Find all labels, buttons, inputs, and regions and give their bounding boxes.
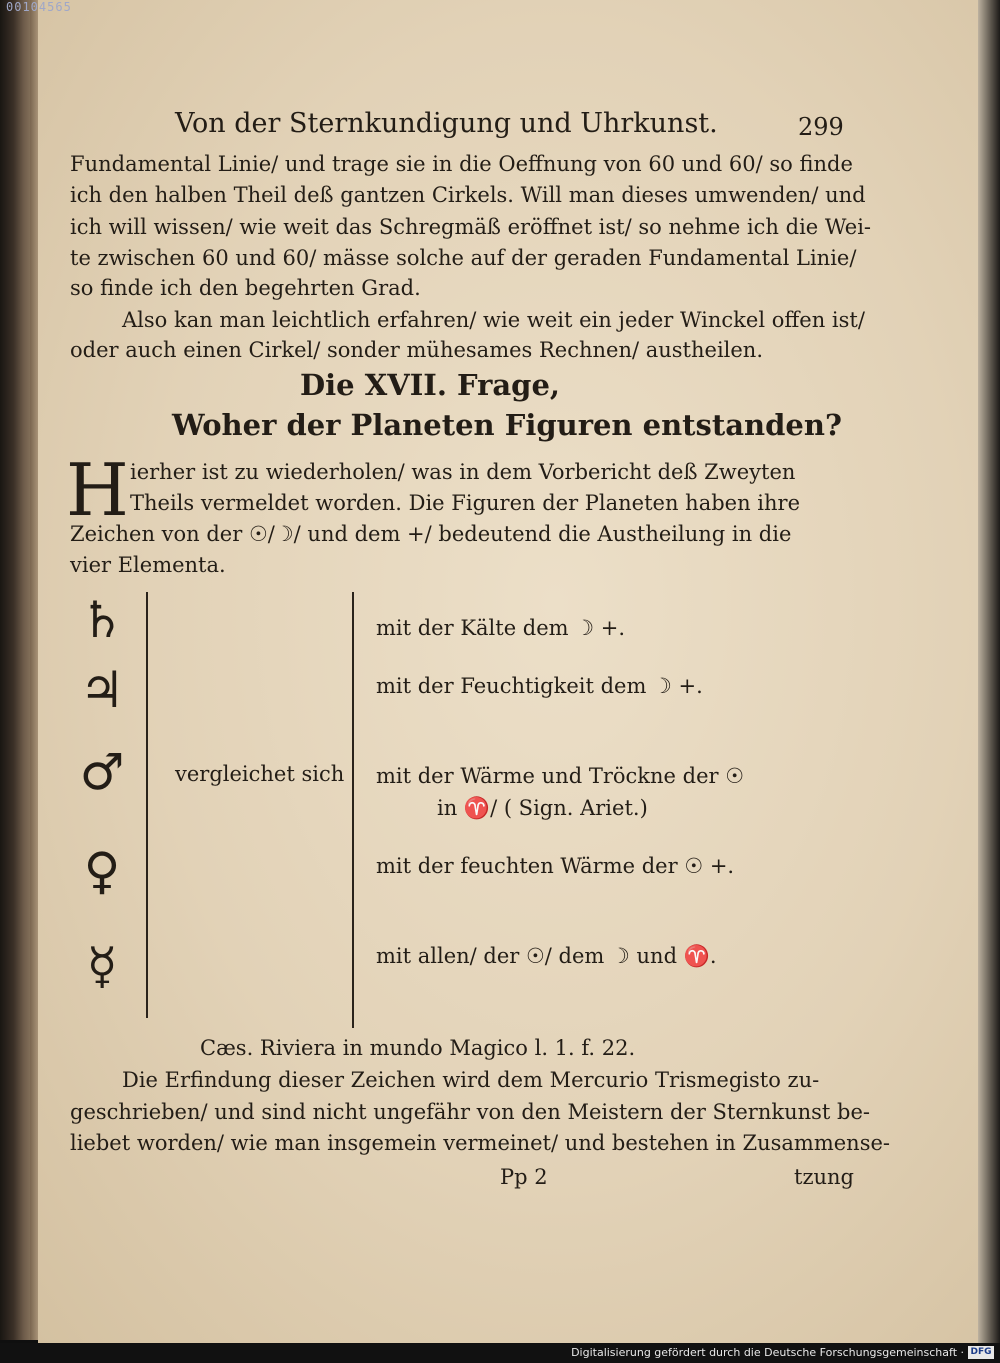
table-item: mit der Feuchtigkeit dem ☽ +. [376,674,703,698]
brace-label: vergleichet sich [175,762,345,786]
table-item: mit der feuchten Wärme der ☉ +. [376,854,735,878]
scan-label: 00104565 [6,0,72,14]
table-item: mit der Wärme und Tröckne der ☉ [376,764,745,788]
text-line: te zwischen 60 und 60/ mässe solche auf der geraden Fundamental Linie/ [70,246,857,270]
saturn-symbol-icon: ♄ [79,591,125,649]
text-line: vier Elementa. [70,553,226,577]
text-line: Also kan man leichtlich erfahren/ wie weit ein jeder Winckel offen ist/ [122,308,865,332]
book-spine [0,0,34,1340]
question-title: Woher der Planeten Figuren entstanden? [172,408,842,442]
mercury-symbol-icon: ☿ [86,937,118,995]
page-edge [978,0,1000,1343]
text-line: ich den halben Theil deß gantzen Cirkels. Will man dieses umwenden/ und [70,183,866,207]
text-line: oder auch einen Cirkel/ sonder mühesames Rechnen/ austheilen. [70,338,764,362]
text-line: Fundamental Linie/ und trage sie in die Oeffnung von 60 und 60/ so finde [70,152,853,176]
page-number: 299 [798,113,844,141]
mars-symbol-icon: ♂ [79,743,125,801]
question-heading: Die XVII. Frage, [300,368,561,402]
right-brace [352,592,362,1028]
venus-symbol-icon: ♀ [83,842,121,900]
catchword: tzung [794,1165,854,1189]
running-title: Von der Sternkundigung und Uhrkunst. [175,108,718,139]
funding-credit: Digitalisierung gefördert durch die Deutsche Forschungsgemeinschaft · [571,1346,964,1359]
text-line: Die Erfindung dieser Zeichen wird dem Mercurio Trismegisto zu- [122,1068,820,1092]
table-item: mit allen/ der ☉/ dem ☽ und ♈. [376,944,717,968]
text-line: ierher ist zu wiederholen/ was in dem Vorbericht deß Zweyten [130,460,796,484]
table-item: mit der Kälte dem ☽ +. [376,616,626,640]
text-line: ich will wissen/ wie weit das Schregmäß eröffnet ist/ so nehme ich die Wei- [70,215,872,239]
footer-bar [0,1343,1000,1363]
text-line: liebet worden/ wie man insgemein vermeinet/ und bestehen in Zusammense- [70,1131,890,1155]
dfg-logo: DFG [968,1346,994,1359]
text-line: Theils vermeldet worden. Die Figuren der Planeten haben ihre [130,491,800,515]
text-line: Zeichen von der ☉/☽/ und dem +/ bedeutend die Austheilung in die [70,522,792,546]
inner-brace [146,680,154,1000]
text-line: geschrieben/ und sind nicht ungefähr von den Meistern der Sternkunst be- [70,1100,870,1124]
citation: Cæs. Riviera in mundo Magico l. 1. f. 22. [200,1036,636,1060]
jupiter-symbol-icon: ♃ [79,661,125,719]
text-line: so finde ich den begehrten Grad. [70,276,421,300]
signature-mark: Pp 2 [500,1165,548,1189]
drop-initial: H [66,448,129,532]
table-item: in ♈/ ( Sign. Ariet.) [437,796,648,820]
